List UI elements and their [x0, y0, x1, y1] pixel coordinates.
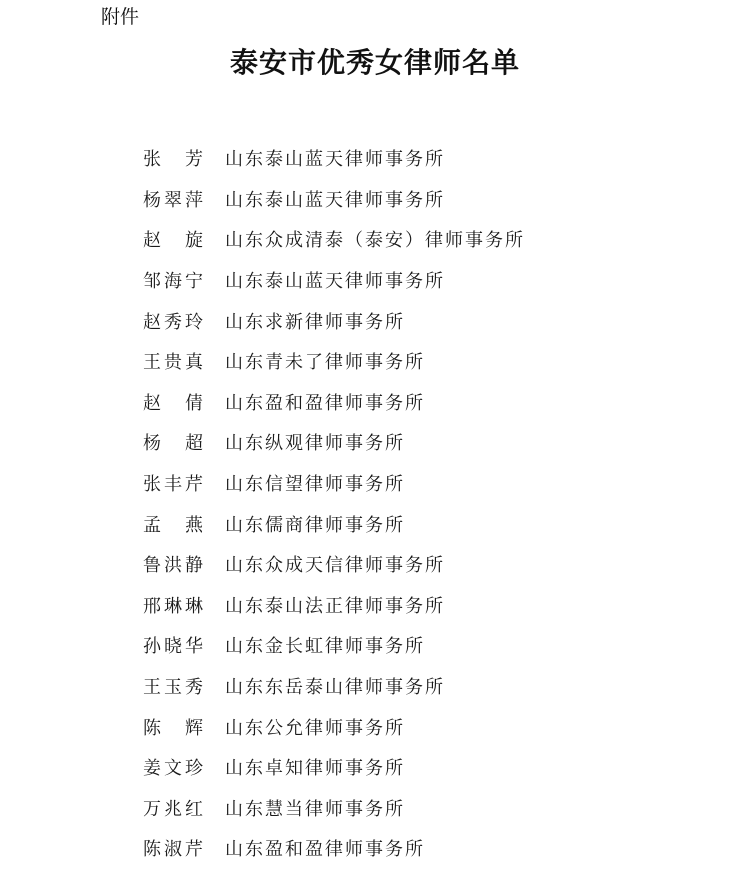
list-item [143, 747, 743, 788]
law-firm: 山东众成天信律师事务所 [225, 555, 445, 577]
law-firm: 山东慧当律师事务所 [225, 798, 405, 820]
list-item [143, 828, 743, 869]
lawyer-name: 万 兆 红 [143, 798, 203, 820]
list-item [143, 422, 743, 463]
list-item [143, 544, 743, 585]
attachment-label: 附件 [101, 6, 140, 28]
list-item [143, 666, 743, 707]
law-firm: 山东纵观律师事务所 [225, 433, 405, 455]
law-firm: 山东众成清泰（泰安）律师事务所 [225, 230, 525, 252]
lawyer-name: 赵 倩 [143, 392, 203, 414]
law-firm: 山东东岳泰山律师事务所 [225, 677, 445, 699]
lawyer-name: 鲁 洪 静 [143, 555, 203, 577]
page-title: 泰安市优秀女律师名单 [229, 46, 520, 79]
law-firm: 山东泰山蓝天律师事务所 [225, 189, 445, 211]
list-item [143, 300, 743, 341]
lawyer-name: 邢 琳 琳 [143, 595, 203, 617]
lawyer-name: 姜 文 珍 [143, 758, 203, 780]
lawyer-name: 王 贵 真 [143, 352, 203, 374]
lawyer-name: 张 丰 芹 [143, 474, 203, 496]
list-item [143, 382, 743, 423]
list-item [143, 625, 743, 666]
lawyer-name: 杨 超 [143, 433, 203, 455]
lawyer-name: 赵 旋 [143, 230, 203, 252]
list-item [143, 463, 743, 504]
law-firm: 山东信望律师事务所 [225, 474, 405, 496]
list-item [143, 585, 743, 626]
lawyer-name: 孟 燕 [143, 514, 203, 536]
list-item [143, 138, 743, 179]
law-firm: 山东泰山蓝天律师事务所 [225, 149, 445, 171]
lawyer-name: 孙 晓 华 [143, 636, 203, 658]
law-firm: 山东求新律师事务所 [225, 311, 405, 333]
list-item [143, 260, 743, 301]
lawyer-list [143, 138, 743, 869]
law-firm: 山东金长虹律师事务所 [225, 636, 425, 658]
list-item [143, 179, 743, 220]
law-firm: 山东泰山蓝天律师事务所 [225, 271, 445, 293]
lawyer-name: 王 玉 秀 [143, 677, 203, 699]
law-firm: 山东公允律师事务所 [225, 717, 405, 739]
law-firm: 山东儒商律师事务所 [225, 514, 405, 536]
list-item [143, 341, 743, 382]
law-firm: 山东青未了律师事务所 [225, 352, 425, 374]
law-firm: 山东盈和盈律师事务所 [225, 839, 425, 861]
lawyer-name: 邹 海 宁 [143, 271, 203, 293]
lawyer-name: 杨 翠 萍 [143, 189, 203, 211]
law-firm: 山东卓知律师事务所 [225, 758, 405, 780]
law-firm: 山东泰山法正律师事务所 [225, 595, 445, 617]
list-item [143, 503, 743, 544]
law-firm: 山东盈和盈律师事务所 [225, 392, 425, 414]
list-item [143, 219, 743, 260]
lawyer-name: 陈 辉 [143, 717, 203, 739]
list-item [143, 788, 743, 829]
list-item [143, 706, 743, 747]
lawyer-name: 陈 淑 芹 [143, 839, 203, 861]
lawyer-name: 张 芳 [143, 149, 203, 171]
lawyer-name: 赵 秀 玲 [143, 311, 203, 333]
